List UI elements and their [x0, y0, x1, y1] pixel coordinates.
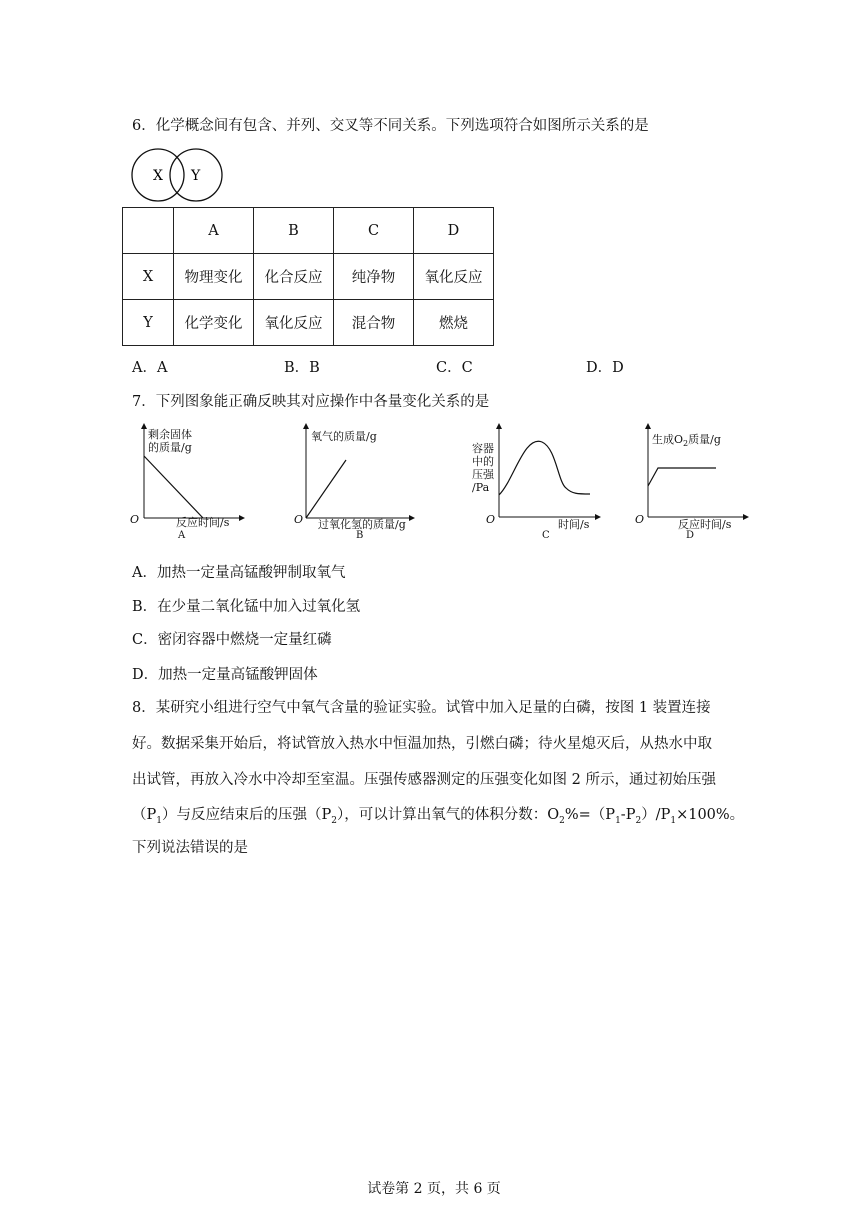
table-cell: 化合反应 [254, 254, 334, 300]
curve-a [144, 456, 203, 518]
q6-option-d[interactable]: D．D [586, 360, 624, 376]
x-label: 反应时间/s [176, 516, 230, 529]
curve-b [306, 460, 346, 518]
venn-y-label: Y [191, 168, 201, 184]
origin-label: O [294, 513, 304, 526]
table-cell: 纯净物 [334, 254, 414, 300]
x-label: 过氧化氢的质量/g [318, 518, 406, 531]
table-cell: B [254, 208, 334, 254]
graph-caption: D [686, 530, 695, 541]
q7-choice-c[interactable]: C．密闭容器中燃烧一定量红磷 [132, 632, 332, 648]
graph-d [634, 420, 754, 549]
y-label: 容器 [472, 442, 494, 455]
graph-b [294, 420, 424, 549]
x-label: 反应时间/s [678, 518, 732, 531]
graph-a [128, 420, 248, 549]
y-label: 生成$O_2$质量/g [652, 433, 721, 448]
table-cell: 混合物 [334, 300, 414, 346]
graph-caption: C [542, 530, 550, 541]
q7-choice-a[interactable]: A．加热一定量高锰酸钾制取氧气 [132, 565, 346, 581]
y-label: 氧气的质量/g [311, 430, 377, 443]
q6-option-c[interactable]: C．C [436, 360, 473, 376]
q6-option-a[interactable]: A．A [132, 360, 168, 376]
q8-line-formula: $(P_1)$与反应结束后的压强$(P_2)$，可以计算出氧气的体积分数：$O_2\%=(P_1-P_2)/P_1\times 100\%$。 [132, 807, 745, 826]
table-cell: 氧化反应 [254, 300, 334, 346]
table-cell: X [123, 254, 174, 300]
table-row [123, 300, 494, 346]
table-cell [123, 208, 174, 254]
table-cell: 化学变化 [174, 300, 254, 346]
q7-choice-d[interactable]: D．加热一定量高锰酸钾固体 [132, 667, 318, 683]
q8-line: 下列说法错误的是 [132, 840, 248, 856]
origin-label: O [635, 513, 645, 526]
graph-caption: B [356, 530, 364, 541]
q8-line: 8．某研究小组进行空气中氧气含量的验证实验。试管中加入足量的白磷，按图 1 装置连接 [132, 700, 711, 716]
q7-choice-b[interactable]: B．在少量二氧化锰中加入过氧化氢 [132, 599, 361, 615]
table-cell: A [174, 208, 254, 254]
table-cell: C [334, 208, 414, 254]
table-header-row [123, 208, 494, 254]
x-label: 时间/s [558, 518, 590, 531]
origin-label: O [130, 513, 140, 526]
table-row [123, 254, 494, 300]
q8-line: 出试管，再放入冷水中冷却至室温。压强传感器测定的压强变化如图 2 所示，通过初始压强 [132, 772, 716, 788]
table-cell: D [414, 208, 494, 254]
y-label: 剩余固体 [148, 428, 192, 441]
q6-table [122, 207, 494, 346]
q6-stem: 6．化学概念间有包含、并列、交叉等不同关系。下列选项符合如图所示关系的是 [132, 118, 649, 134]
q7-stem: 7．下列图象能正确反映其对应操作中各量变化关系的是 [132, 394, 490, 410]
y-label: 压强 [472, 468, 494, 481]
origin-label: O [486, 513, 496, 526]
y-label: 的质量/g [148, 441, 192, 454]
venn-diagram [130, 148, 226, 204]
y-label: 中的 [472, 455, 494, 468]
q8-line: 好。数据采集开始后，将试管放入热水中恒温加热，引燃白磷；待火星熄灭后，从热水中取 [132, 736, 712, 752]
curve-d [648, 468, 716, 486]
table-cell: Y [123, 300, 174, 346]
table-cell: 氧化反应 [414, 254, 494, 300]
venn-x-label: X [153, 168, 163, 184]
table-cell: 燃烧 [414, 300, 494, 346]
graph-c [466, 420, 606, 549]
graph-caption: A [178, 530, 186, 541]
q6-option-b[interactable]: B．B [284, 360, 320, 376]
table-cell: 物理变化 [174, 254, 254, 300]
y-label: /Pa [472, 481, 490, 494]
curve-c [499, 441, 590, 495]
page-footer: 试卷第 2 页，共 6 页 [367, 1181, 501, 1197]
